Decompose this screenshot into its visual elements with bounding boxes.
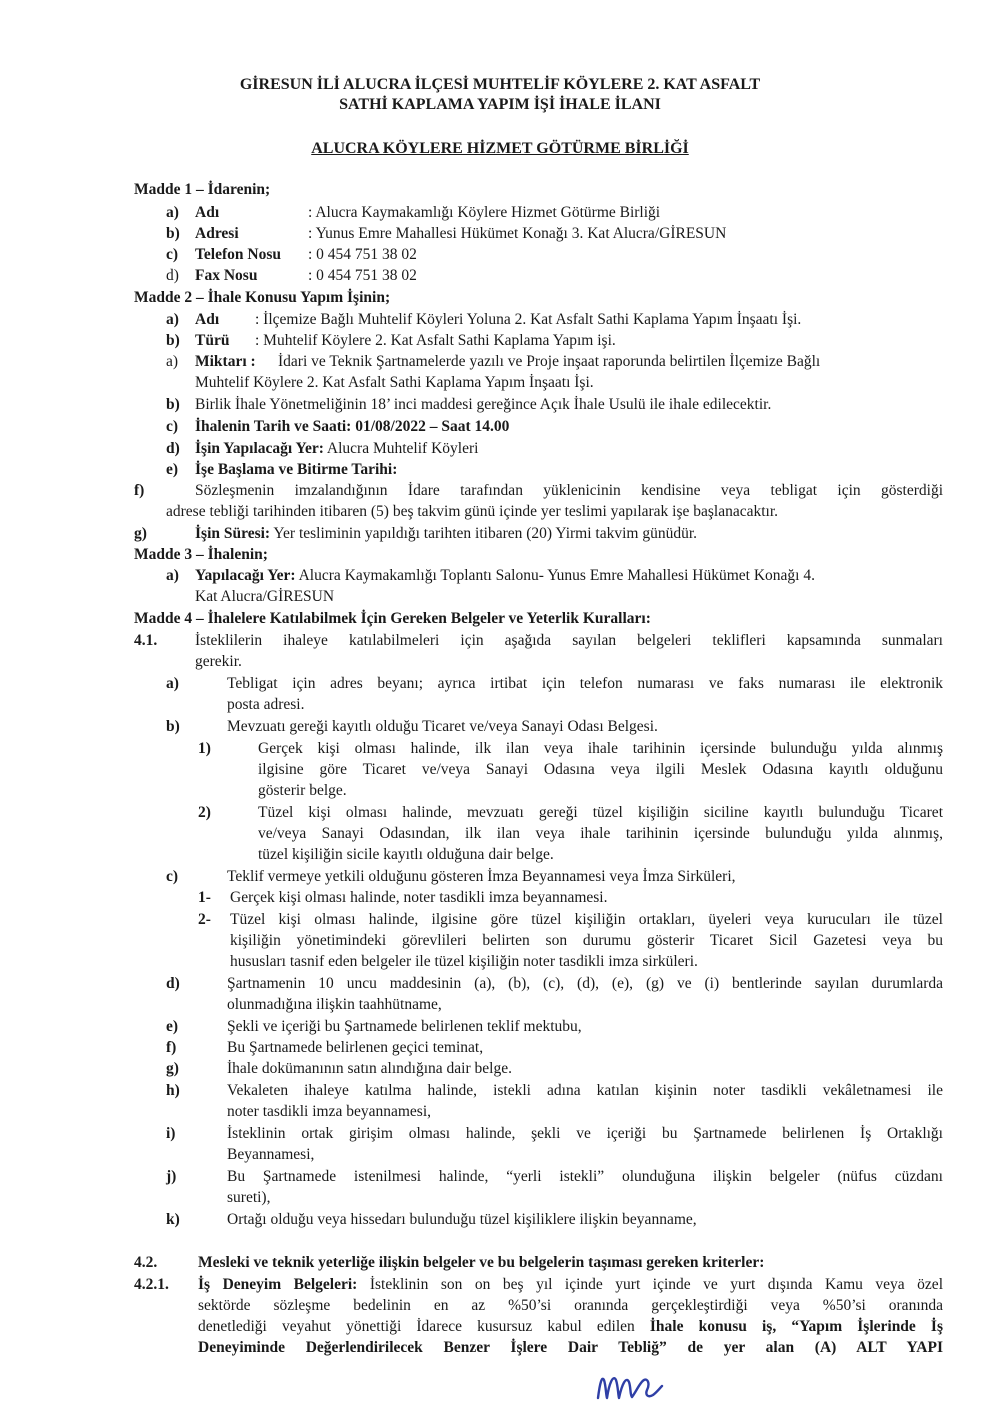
item-4-1-j-line-1: Bu Şartnamede istenilmesi halinde, “yerli istekli” olunduğuna ilişkin belgeler (nüfus cüzdanı <box>227 1168 943 1185</box>
madde2-c-value-1: İdari ve Teknik Şartnamelerde yazılı ve Proje inşaat raporunda belirtilen İlçemize Bağlı <box>278 353 821 370</box>
item-4-1-c1-marker: 1- <box>198 889 211 906</box>
section-4-2-1-text-1: İsteklinin son on beş yıl içinde yurt içinde ve yurt dışında Kamu veya özel <box>357 1276 943 1293</box>
madde3-a-value-2: Kat Alucra/GİRESUN <box>195 588 335 605</box>
section-4-2-heading: Mesleki ve teknik yeterliğe ilişkin belgeler ve bu belgelerin taşıması gereken kriterler: <box>198 1254 765 1271</box>
madde3-a-key: Yapılacağı Yer: <box>195 567 296 584</box>
item-4-1-i-line-1: İsteklinin ortak girişim olması halinde, şekli ve içeriği bu Şartnamede belirlenen İş Ortaklığı <box>227 1125 943 1142</box>
institution-title: ALUCRA KÖYLERE HİZMET GÖTÜRME BİRLİĞİ <box>311 140 689 157</box>
madde2-e-marker: c) <box>166 418 179 435</box>
section-4-1-line-1: İsteklilerin ihaleye katılabilmeleri için aşağıda sayılan belgeleri teklifleri kapsamında sunmaları <box>195 632 943 649</box>
madde2-f-line <box>195 439 478 459</box>
madde2-b-key: Türü <box>195 332 230 349</box>
madde2-i-line <box>195 524 697 544</box>
item-4-1-d-marker: d) <box>166 975 180 992</box>
madde1-d-key: Fax Nosu <box>195 267 258 284</box>
madde2-a-value: : İlçemize Bağlı Muhtelif Köyleri Yoluna 2. Kat Asfalt Sathi Kaplama Yapım İnşaatı İşi. <box>255 311 802 328</box>
madde1-b-key: Adresi <box>195 225 239 242</box>
madde1-c-marker: c) <box>166 246 179 263</box>
item-4-1-b2-line-3: tüzel kişiliğin sicile kayıtlı olduğuna dair belge. <box>258 846 554 863</box>
madde3-a-line <box>195 566 815 586</box>
madde1-b-value: : Yunus Emre Mahallesi Hükümet Konağı 3. Kat Alucra/GİRESUN <box>308 225 727 242</box>
madde3-a-marker: a) <box>166 567 179 584</box>
item-4-1-k-line-1: Ortağı olduğu veya hissedarı bulunduğu tüzel kişiliklere ilişkin beyanname, <box>227 1211 697 1228</box>
item-4-1-i-line-2: Beyannamesi, <box>227 1146 315 1163</box>
madde2-heading: Madde 2 – İhale Konusu Yapım İşinin; <box>134 289 391 306</box>
item-4-1-h-marker: h) <box>166 1082 180 1099</box>
madde2-i-key: İşin Süresi: <box>195 525 271 542</box>
item-4-1-c1-line-1: Gerçek kişi olması halinde, noter tasdikli imza beyannamesi. <box>230 889 608 906</box>
madde1-b-marker: b) <box>166 225 180 242</box>
section-4-2-1-line-2: sektörde sözleşme bedelinin en az %50’si oranında gerçekleştirdiği veya %50’si oranında <box>198 1297 943 1314</box>
item-4-1-a-marker: a) <box>166 675 179 692</box>
madde2-b-value: : Muhtelif Köylere 2. Kat Asfalt Sathi Kaplama Yapım işi. <box>255 332 616 349</box>
section-4-2-1-text-3b: İhale konusu iş, “Yapım İşlerinde İş <box>649 1318 943 1335</box>
madde2-c-key: Miktarı : <box>195 353 256 370</box>
madde2-h-line-2: adrese tebliği tarihinden itibaren (5) beş takvim günü içinde yer teslimi yapılarak işe başlanacaktır. <box>166 503 779 520</box>
madde2-d-value: Birlik İhale Yönetmeliğinin 18’ inci maddesi gereğince Açık İhale Usulü ile ihale edilecektir. <box>195 396 772 413</box>
madde2-g-key: İşe Başlama ve Bitirme Tarihi: <box>195 461 398 478</box>
item-4-1-b1-line-3: gösterir belge. <box>258 782 347 799</box>
madde1-heading: Madde 1 – İdarenin; <box>134 181 271 198</box>
item-4-1-c-line-1: Teklif vermeye yetkili olduğunu gösteren İmza Beyannamesi veya İmza Sirküleri, <box>227 868 736 885</box>
item-4-1-b-marker: b) <box>166 718 180 735</box>
section-4-1-line-2: gerekir. <box>195 653 242 670</box>
madde1-d-marker: d) <box>166 267 179 284</box>
item-4-1-d-line-2: olunmadığına ilişkin taahhütname, <box>227 996 442 1013</box>
document-title-line2: SATHİ KAPLAMA YAPIM İŞİ İHALE İLANI <box>339 96 661 113</box>
section-4-2-1-key: İş Deneyim Belgeleri: <box>198 1276 358 1293</box>
item-4-1-b1-marker: 1) <box>198 740 211 757</box>
item-4-1-b2-line-2: ve/veya Sanayi Odasından, ilk ilan veya ihale tarihinin içersinde bulunduğu yılda alınmış, <box>258 825 943 842</box>
item-4-1-j-line-2: sureti), <box>227 1189 271 1206</box>
item-4-1-b-line-1: Mevzuatı gereği kayıtlı olduğu Ticaret ve/veya Sanayi Odası Belgesi. <box>227 718 658 735</box>
item-4-1-i-marker: i) <box>166 1125 176 1142</box>
item-4-1-h-line-2: noter tasdikli imza beyannamesi, <box>227 1103 432 1120</box>
item-4-1-c2-line-1: Tüzel kişi olması halinde, ilgisine göre tüzel kişiliğin ortakları, üyeleri veya kurucuları ile tüzel <box>230 911 943 928</box>
document-title-line1: GİRESUN İLİ ALUCRA İLÇESİ MUHTELİF KÖYLERE 2. KAT ASFALT <box>239 76 761 93</box>
section-4-2-1-line-1 <box>198 1275 943 1295</box>
madde1-c-key: Telefon Nosu <box>195 246 281 263</box>
item-4-1-b2-line-1: Tüzel kişi olması halinde, mevzuatı gereği tüzel kişiliğin siciline kayıtlı bulunduğu Ticaret <box>258 804 943 821</box>
section-4-2-1-number: 4.2.1. <box>134 1276 169 1293</box>
madde2-h-marker: f) <box>134 482 145 499</box>
section-4-2-1-line-3 <box>198 1317 943 1337</box>
madde2-f-key: İşin Yapılacağı Yer: <box>195 440 324 457</box>
madde2-a-key: Adı <box>195 311 220 328</box>
madde2-g-marker: e) <box>166 461 179 478</box>
section-4-2-1-text-3a: denetlediği veyahut yönettiği İdarece kusursuz kabul edilen <box>198 1318 650 1335</box>
madde2-d-marker: b) <box>166 396 180 413</box>
madde2-f-value: Alucra Muhtelif Köyleri <box>323 440 479 457</box>
madde2-i-marker: g) <box>134 525 147 542</box>
madde2-c-value-2: Muhtelif Köylere 2. Kat Asfalt Sathi Kaplama Yapım İnşaatı İşi. <box>195 374 594 391</box>
madde1-c-value: : 0 454 751 38 02 <box>308 246 417 263</box>
item-4-1-b2-marker: 2) <box>198 804 211 821</box>
item-4-1-a-line-1: Tebligat için adres beyanı; ayrıca irtibat için telefon numarası ve faks numarası ile elektronik <box>227 675 943 692</box>
madde2-f-marker: d) <box>166 440 180 457</box>
madde2-i-value: Yer tesliminin yapıldığı tarihten itibaren (20) Yirmi takvim günüdür. <box>270 525 698 542</box>
madde1-a-key: Adı <box>195 204 220 221</box>
section-4-1-number: 4.1. <box>134 632 158 649</box>
item-4-1-c2-line-3: hususları tasnif eden belgeler ile tüzel kişiliğin noter tasdikli imza sirküleri. <box>230 953 698 970</box>
madde1-a-value: : Alucra Kaymakamlığı Köylere Hizmet Götürme Birliği <box>308 204 661 221</box>
item-4-1-f-marker: f) <box>166 1039 177 1056</box>
item-4-1-g-marker: g) <box>166 1060 179 1077</box>
item-4-1-d-line-1: Şartnamenin 10 uncu maddesinin (a), (b), (c), (d), (e), (g) ve (i) bentlerinde sayılan durumlarda <box>227 975 943 992</box>
madde1-a-marker: a) <box>166 204 179 221</box>
madde2-e-value: İhalenin Tarih ve Saati: 01/08/2022 – Saat 14.00 <box>195 418 510 435</box>
item-4-1-a-line-2: posta adresi. <box>227 696 305 713</box>
item-4-1-c2-line-2: kişiliğin yönetimindeki görevlileri belirten son durumu gösterir Ticaret Sicil Gazetesi veya bu <box>230 932 943 949</box>
madde4-heading: Madde 4 – İhalelere Katılabilmek İçin Gereken Belgeler ve Yeterlik Kuralları: <box>134 610 651 627</box>
madde2-b-marker: b) <box>166 332 180 349</box>
item-4-1-c-marker: c) <box>166 868 179 885</box>
item-4-1-g-line-1: İhale dokümanının satın alındığına dair belge. <box>227 1060 512 1077</box>
handwritten-initials <box>590 1362 670 1406</box>
item-4-1-e-line-1: Şekli ve içeriği bu Şartnamede belirlenen teklif mektubu, <box>227 1018 582 1035</box>
item-4-1-k-marker: k) <box>166 1211 180 1228</box>
item-4-1-b1-line-1: Gerçek kişi olması halinde, ilk ilan veya ihale tarihinin içersinde bulunduğu yılda alınmış <box>258 740 943 757</box>
item-4-1-f-line-1: Bu Şartnamede belirlenen geçici teminat, <box>227 1039 484 1056</box>
madde3-a-value-1: Alucra Kaymakamlığı Toplantı Salonu- Yunus Emre Mahallesi Hükümet Konağı 4. <box>295 567 815 584</box>
item-4-1-e-marker: e) <box>166 1018 179 1035</box>
madde2-a-marker: a) <box>166 311 179 328</box>
item-4-1-c2-marker: 2- <box>198 911 211 928</box>
item-4-1-b1-line-2: ilgisine göre Ticaret ve/veya Sanayi Odasına veya ilgili Meslek Odasına kayıtlı olduğunu <box>258 761 943 778</box>
madde1-d-value: : 0 454 751 38 02 <box>308 267 417 284</box>
madde2-c-marker: a) <box>166 353 179 370</box>
madde2-h-line-1: Sözleşmenin imzalandığının İdare tarafından yüklenicinin kendisine veya tebligat için gösterdiği <box>195 482 943 499</box>
madde3-heading: Madde 3 – İhalenin; <box>134 546 268 563</box>
section-4-2-1-line-4: Deneyiminde Değerlendirilecek Benzer İşlere Dair Tebliğ” de yer alan (A) ALT YAPI <box>198 1339 943 1356</box>
item-4-1-h-line-1: Vekaleten ihaleye katılma halinde, istekli adına katılan kişinin noter tasdikli vekâletnamesi ile <box>227 1082 943 1099</box>
section-4-2-number: 4.2. <box>134 1254 158 1271</box>
item-4-1-j-marker: j) <box>166 1168 177 1185</box>
